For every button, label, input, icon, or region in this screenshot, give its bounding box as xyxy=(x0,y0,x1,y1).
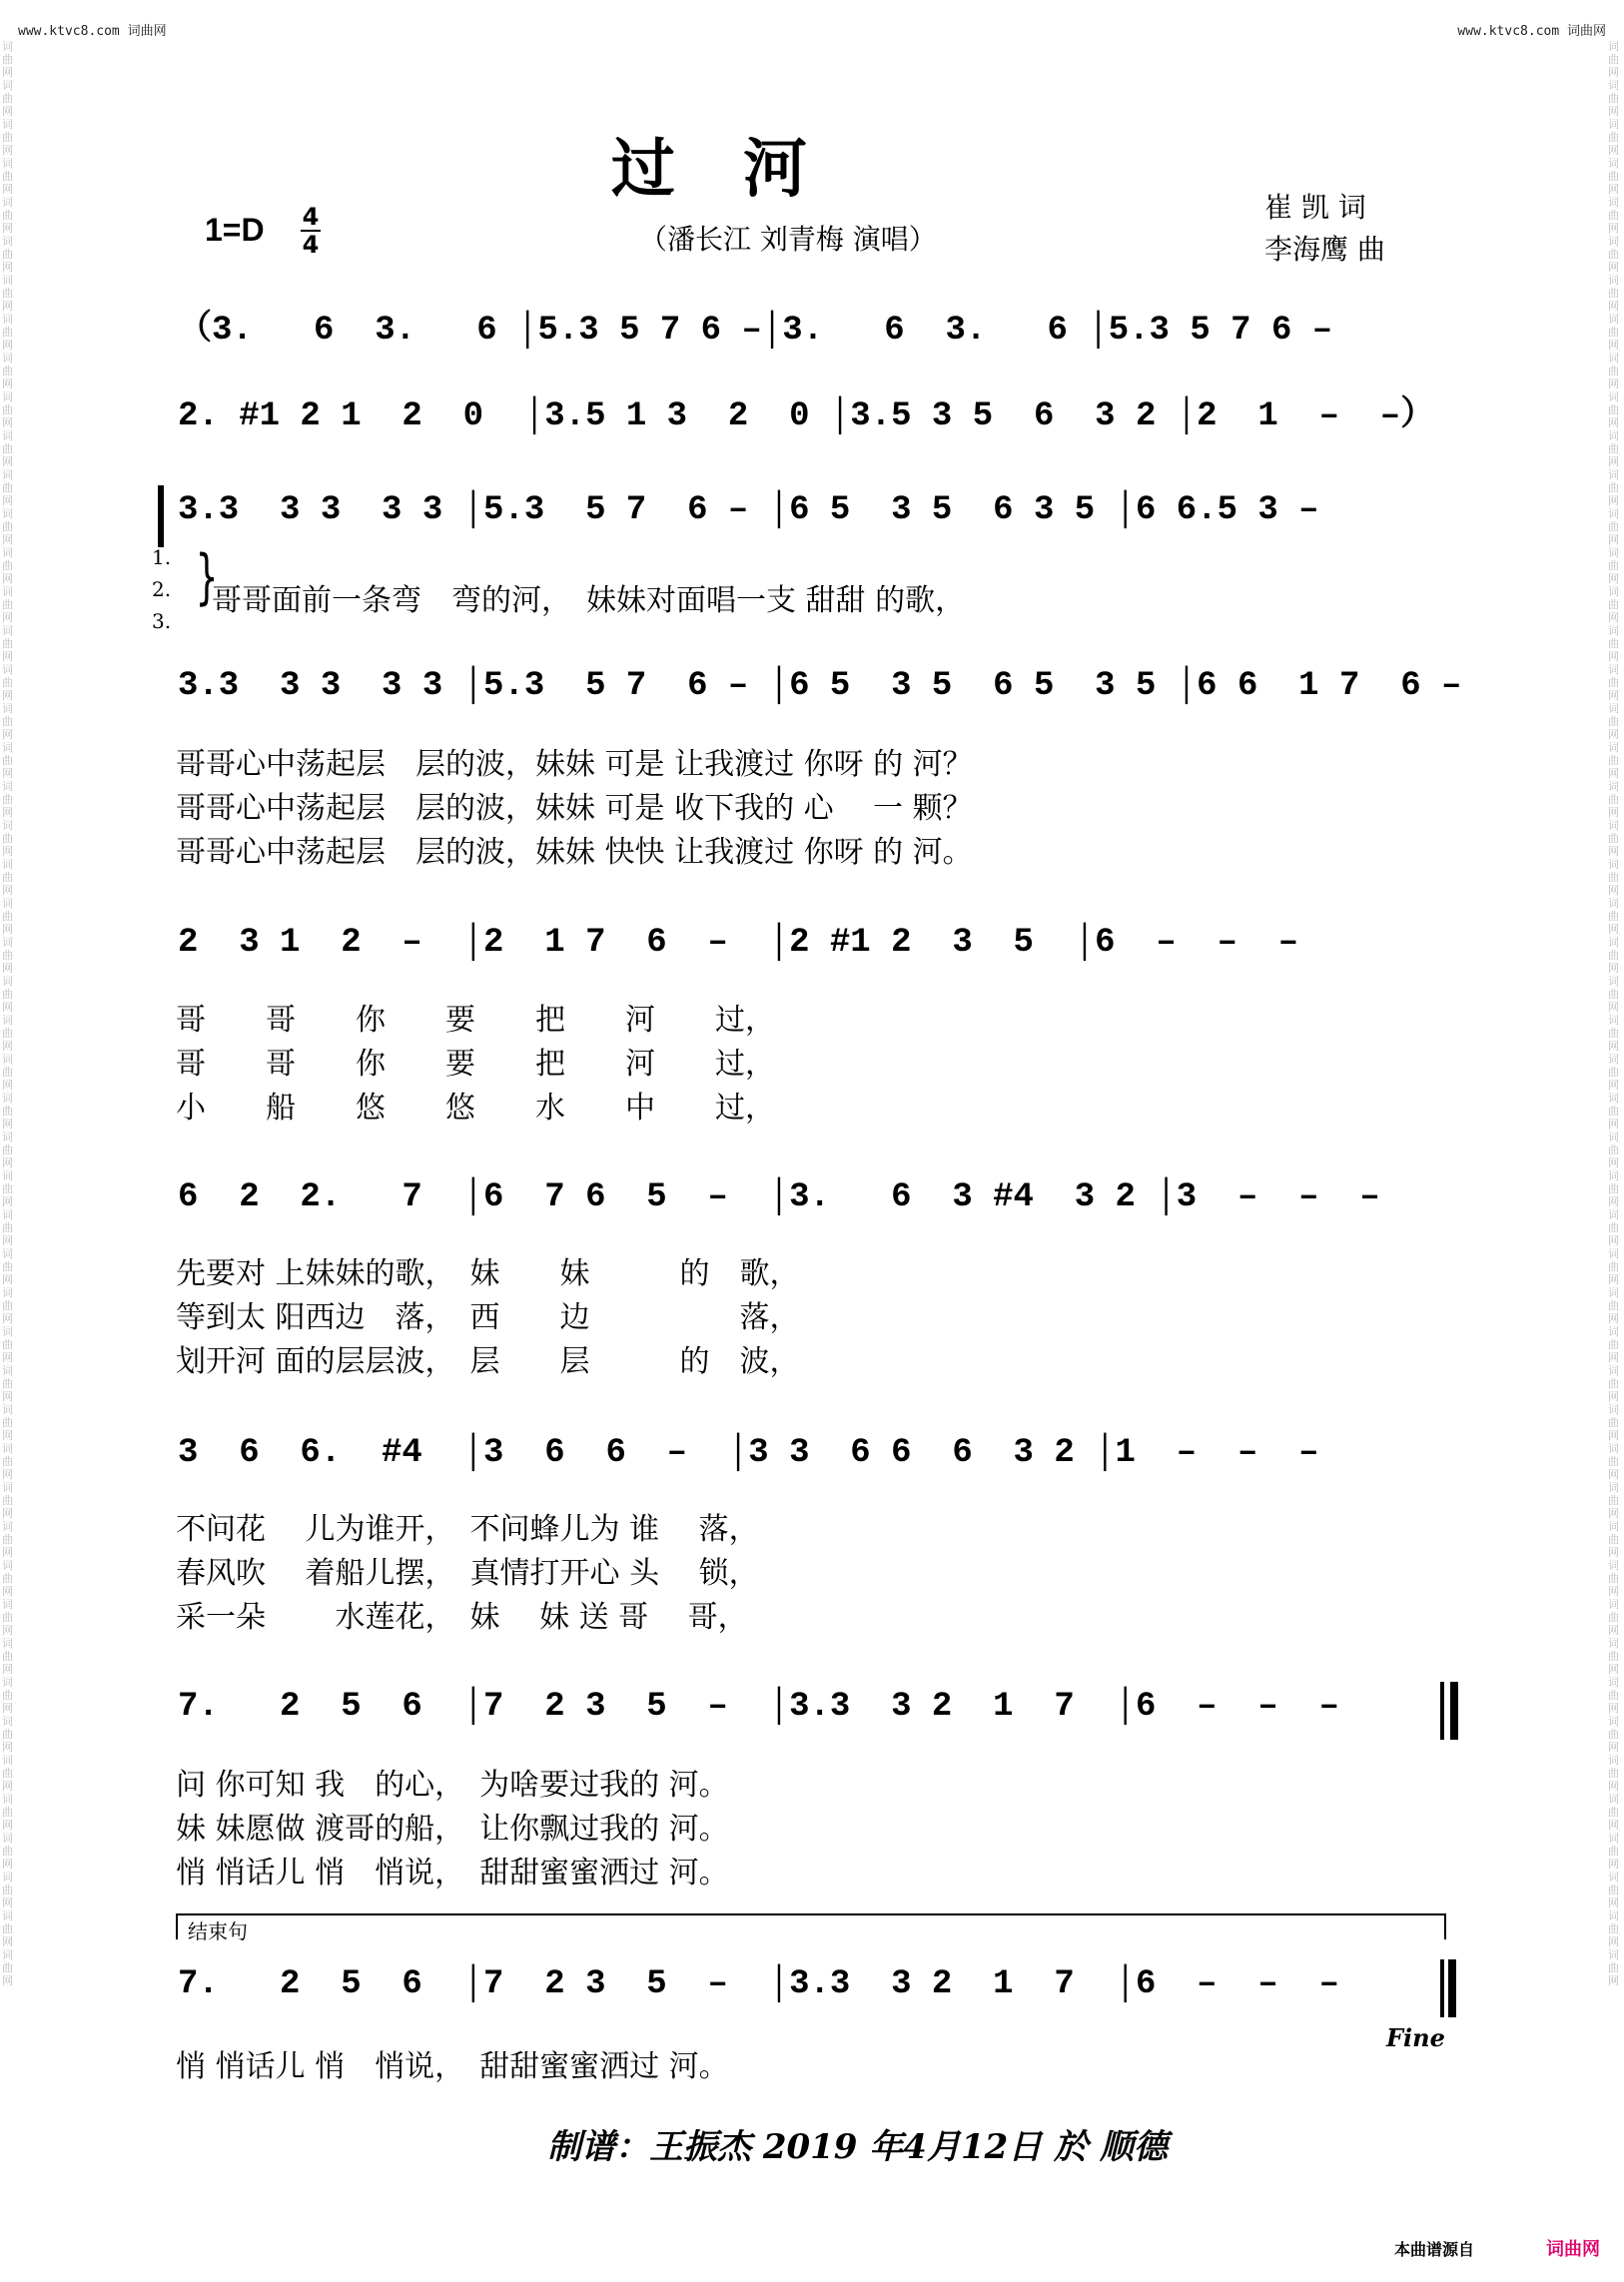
ending-bracket xyxy=(176,1913,1446,1939)
composer: 李海鹰 曲 xyxy=(1264,233,1385,266)
ending-label: 结束句 xyxy=(188,1919,248,1943)
notation-line-2: 2. #1 2 1 2 0 │3.5 1 3 2 0 │3.5 3 5 6 3 2 │2 1 – –） xyxy=(178,397,1435,435)
lyric-line-c1: 先要对 上妹妹的歌， 妹 妹 的 歌， xyxy=(176,1256,800,1291)
lyric-line-e3: 悄 悄话儿 悄 悄说， 甜甜蜜蜜洒过 河。 xyxy=(176,1856,729,1891)
verse-brace: } xyxy=(195,542,219,612)
notation-line-9: 7. 2 5 6 │7 2 3 5 – │3.3 3 2 1 7 │6 – – – xyxy=(178,1965,1339,2003)
lyric-line-a2: 哥哥心中荡起层 层的波，妹妹 可是 收下我的 心 一 颗？ xyxy=(176,791,973,826)
lyric-line-b2: 哥 哥 你 要 把 河 过， xyxy=(176,1047,775,1082)
repeat-end-bar-thick xyxy=(1450,1682,1458,1740)
time-top: 4 xyxy=(302,203,320,231)
watermark-top-right: www.ktvc8.com 词曲网 xyxy=(1457,24,1606,39)
lyric-line-b1: 哥 哥 你 要 把 河 过， xyxy=(176,1003,775,1038)
verse-number: 1. xyxy=(152,545,172,569)
performers: （潘长江 刘青梅 演唱） xyxy=(639,223,937,256)
verse-number: 3. xyxy=(152,609,172,633)
lyric-line-f1: 悄 悄话儿 悄 悄说， 甜甜蜜蜜洒过 河。 xyxy=(176,2049,729,2084)
notation-line-3: 3.3 3 3 3 3 │5.3 5 7 6 – │6 5 3 5 6 3 5 │6 6.5 3 – xyxy=(178,491,1319,529)
lyric-line-c3: 划开河 面的层层波， 层 层 的 波， xyxy=(176,1344,800,1379)
final-bar-thin xyxy=(1440,1959,1444,2017)
notation-line-6: 6 2 2. 7 │6 7 6 5 – │3. 6 3 #4 3 2 │3 – – – xyxy=(178,1178,1380,1216)
time-signature xyxy=(298,204,324,258)
watermark-side-right: 词曲网词曲网词曲网词曲网词曲网词曲网词曲网词曲网词曲网词曲网词曲网词曲网词曲网词曲网词曲网词曲网词曲网词曲网词曲网词曲网词曲网词曲网词曲网词曲网词曲网词曲网词曲网词曲网词曲网词曲网词曲网词曲网词曲网词曲网词曲网词曲网词曲网词曲网词曲网词曲网词曲网词曲网词曲网词曲网词曲网词曲网词曲网词曲网词曲网词曲网 xyxy=(1608,40,1619,1987)
lyric-line-e2: 妹 妹愿做 渡哥的船， 让你飘过我的 河。 xyxy=(176,1812,729,1847)
lyric-line-b3: 小 船 悠 悠 水 中 过， xyxy=(176,1091,775,1126)
notation-line-7: 3 6 6. #4 │3 6 6 – │3 3 6 6 6 3 2 │1 – – – xyxy=(178,1434,1319,1472)
verse-numbers xyxy=(152,541,171,637)
notation-line-5: 2 3 1 2 – │2 1 7 6 – │2 #1 2 3 5 │6 – – – xyxy=(178,924,1299,962)
notation-line-4: 3.3 3 3 3 3 │5.3 5 7 6 – │6 5 3 5 6 5 3 5 │6 6 1 7 6 – xyxy=(178,667,1462,705)
verse-number: 2. xyxy=(152,577,172,601)
time-bottom: 4 xyxy=(302,231,320,259)
lyric-line-c2: 等到太 阳西边 落， 西 边 落， xyxy=(176,1300,800,1335)
lyricist: 崔 凯 词 xyxy=(1264,191,1366,224)
repeat-start-bar xyxy=(158,485,164,547)
key-signature: 1=D xyxy=(205,212,265,248)
notation-line-8: 7. 2 5 6 │7 2 3 5 – │3.3 3 2 1 7 │6 – – – xyxy=(178,1688,1339,1726)
lyric-line-d1: 不问花 儿为谁开， 不问蜂儿为 谁 落， xyxy=(176,1512,759,1547)
footer-source-label: 本曲谱源自 xyxy=(1394,2240,1475,2259)
watermark-side-left: 词曲网词曲网词曲网词曲网词曲网词曲网词曲网词曲网词曲网词曲网词曲网词曲网词曲网词曲网词曲网词曲网词曲网词曲网词曲网词曲网词曲网词曲网词曲网词曲网词曲网词曲网词曲网词曲网词曲网词曲网词曲网词曲网词曲网词曲网词曲网词曲网词曲网词曲网词曲网词曲网词曲网词曲网词曲网词曲网词曲网词曲网词曲网词曲网词曲网词曲网 xyxy=(2,40,13,1987)
lyric-line-d3: 采一朵 水莲花， 妹 妹 送 哥 哥， xyxy=(176,1600,748,1635)
lyric-line-e1: 问 你可知 我 的心， 为啥要过我的 河。 xyxy=(176,1768,729,1803)
lyric-line-a3: 哥哥心中荡起层 层的波，妹妹 快快 让我渡过 你呀 的 河。 xyxy=(176,835,973,870)
lyric-line-d2: 春风吹 着船儿摆， 真情打开心 头 锁， xyxy=(176,1556,759,1591)
lyric-line-a1: 哥哥心中荡起层 层的波，妹妹 可是 让我渡过 你呀 的 河？ xyxy=(176,747,973,782)
footer-site-link[interactable]: 词曲网 xyxy=(1546,2239,1600,2260)
watermark-top-left: www.ktvc8.com 词曲网 xyxy=(18,24,167,39)
repeat-end-bar xyxy=(1440,1682,1444,1740)
transcription-credit: 制谱：王振杰 2019 年4月12日 於 顺德 xyxy=(547,2127,1168,2167)
lyric-line-verse: 哥哥面前一条弯 弯的河， 妹妹对面唱一支 甜甜 的歌， xyxy=(212,583,966,618)
song-title: 过 河 xyxy=(611,132,809,207)
notation-line-1: （3. 6 3. 6 │5.3 5 7 6 –│3. 6 3. 6 │5.3 5 7 6 – xyxy=(178,312,1333,350)
fine-marker: Fine xyxy=(1386,2023,1445,2052)
final-bar-thick xyxy=(1448,1959,1456,2017)
